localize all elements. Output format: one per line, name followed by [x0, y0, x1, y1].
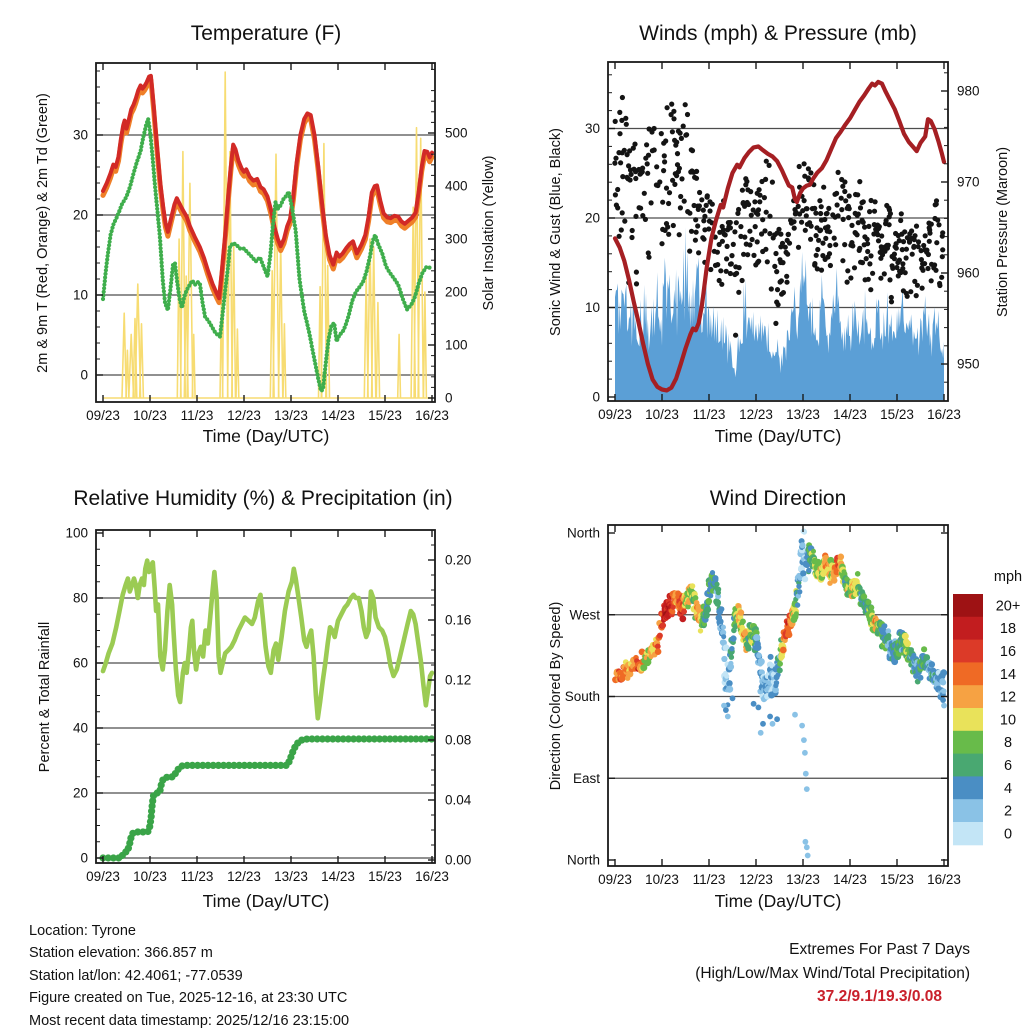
- svg-text:North: North: [566, 525, 600, 541]
- svg-text:200: 200: [445, 284, 468, 300]
- svg-text:South: South: [564, 689, 600, 704]
- svg-text:10: 10: [999, 712, 1017, 729]
- recent-timestamp-line: Most recent data timestamp: 2025/12/16 23:15:00: [29, 1012, 350, 1029]
- svg-text:12/23: 12/23: [227, 869, 261, 884]
- svg-text:4: 4: [1003, 780, 1013, 797]
- svg-text:14/23: 14/23: [833, 407, 867, 422]
- wind-direction-axis-label: Direction (Colored By Speed): [548, 601, 564, 791]
- svg-text:11/23: 11/23: [692, 407, 726, 422]
- svg-text:980: 980: [957, 83, 980, 99]
- svg-text:30: 30: [72, 127, 88, 143]
- svg-text:14/23: 14/23: [833, 872, 867, 887]
- svg-text:10/23: 10/23: [645, 407, 679, 422]
- svg-text:15/23: 15/23: [880, 872, 914, 887]
- svg-text:20: 20: [72, 785, 88, 801]
- svg-text:09/23: 09/23: [598, 872, 632, 887]
- figure-created-line: Figure created on Tue, 2025-12-16, at 23:30 UTC: [29, 990, 348, 1007]
- svg-text:950: 950: [957, 356, 980, 372]
- colorbar-unit-label: mph: [993, 569, 1023, 585]
- svg-text:16/23: 16/23: [415, 869, 449, 884]
- svg-text:0.20: 0.20: [445, 552, 472, 568]
- svg-text:16/23: 16/23: [927, 872, 961, 887]
- svg-text:13/23: 13/23: [786, 872, 820, 887]
- winds-left-axis-label: Sonic Wind & Gust (Blue, Black): [548, 128, 564, 336]
- svg-text:10/23: 10/23: [133, 408, 167, 423]
- extremes-block: [695, 938, 970, 1009]
- svg-text:0: 0: [445, 390, 453, 406]
- station-location: Location: Tyrone: [29, 923, 136, 939]
- winds-panel-title: Winds (mph) & Pressure (mb): [639, 22, 917, 45]
- svg-text:10: 10: [72, 287, 88, 303]
- extremes-title: Extremes For Past 7 Days: [789, 941, 970, 958]
- svg-text:0.04: 0.04: [445, 792, 472, 808]
- svg-text:20+: 20+: [995, 598, 1021, 615]
- svg-text:16/23: 16/23: [927, 407, 961, 422]
- temperature-x-axis-label: Time (Day/UTC): [202, 426, 330, 446]
- humidity-x-axis-label: Time (Day/UTC): [202, 891, 330, 911]
- winds-right-axis-label: Station Pressure (Maroon): [995, 146, 1011, 318]
- svg-text:10/23: 10/23: [645, 872, 679, 887]
- humidity-series: [99, 561, 435, 862]
- svg-text:14/23: 14/23: [321, 408, 355, 423]
- svg-text:15/23: 15/23: [368, 408, 402, 423]
- svg-text:13/23: 13/23: [786, 407, 820, 422]
- temperature-series: [101, 72, 432, 398]
- humidity-left-axis-label: Percent & Total Rainfall: [37, 621, 53, 773]
- svg-text:30: 30: [584, 121, 600, 136]
- svg-text:0: 0: [1003, 826, 1013, 843]
- svg-text:0.00: 0.00: [445, 852, 472, 868]
- svg-text:8: 8: [1003, 735, 1013, 752]
- svg-text:14: 14: [999, 666, 1017, 683]
- temperature-panel-title: Temperature (F): [190, 22, 342, 45]
- svg-text:0.12: 0.12: [445, 672, 472, 688]
- svg-text:16: 16: [999, 644, 1017, 660]
- wind-direction-x-axis-label: Time (Day/UTC): [714, 891, 842, 911]
- speed-colorbar: [953, 594, 983, 845]
- svg-text:20: 20: [584, 210, 600, 226]
- svg-text:10/23: 10/23: [133, 869, 167, 884]
- svg-text:0: 0: [592, 389, 600, 405]
- extremes-values: 37.2/9.1/19.3/0.08: [817, 988, 942, 1005]
- station-latlon: Station lat/lon: 42.4061; -77.0539: [29, 967, 243, 984]
- svg-text:11/23: 11/23: [180, 869, 214, 884]
- svg-text:500: 500: [445, 125, 468, 141]
- svg-text:12/23: 12/23: [739, 872, 773, 887]
- svg-text:0: 0: [80, 850, 88, 866]
- svg-text:14/23: 14/23: [321, 869, 355, 884]
- svg-text:North: North: [566, 852, 600, 868]
- svg-text:11/23: 11/23: [180, 408, 214, 423]
- wind-direction-scatter: [612, 528, 947, 858]
- svg-text:09/23: 09/23: [86, 408, 120, 423]
- svg-text:100: 100: [65, 525, 88, 541]
- svg-text:0.16: 0.16: [445, 612, 472, 628]
- winds-x-axis-label: Time (Day/UTC): [714, 426, 842, 446]
- svg-text:970: 970: [957, 174, 980, 190]
- svg-text:11/23: 11/23: [692, 872, 726, 887]
- svg-text:12/23: 12/23: [739, 407, 773, 422]
- extremes-subtitle: (High/Low/Max Wind/Total Precipitation): [695, 964, 970, 982]
- svg-text:100: 100: [445, 337, 468, 353]
- svg-text:15/23: 15/23: [368, 869, 402, 884]
- svg-text:East: East: [572, 770, 600, 786]
- svg-text:West: West: [569, 607, 600, 623]
- svg-text:300: 300: [445, 231, 468, 247]
- svg-text:60: 60: [72, 655, 88, 671]
- svg-text:09/23: 09/23: [86, 869, 120, 884]
- temperature-left-axis-label: 2m & 9m T (Red, Orange) & 2m Td (Green): [35, 93, 51, 373]
- station-info-block: [29, 920, 349, 1032]
- svg-text:12: 12: [999, 689, 1017, 706]
- temperature-right-axis-label: Solar Insolation (Yellow): [481, 155, 497, 311]
- svg-text:12/23: 12/23: [227, 408, 261, 423]
- svg-text:20: 20: [72, 207, 88, 223]
- svg-text:13/23: 13/23: [274, 408, 308, 423]
- svg-text:80: 80: [72, 590, 88, 606]
- svg-text:960: 960: [957, 265, 980, 281]
- station-elevation: Station elevation: 366.857 m: [29, 945, 213, 962]
- svg-text:16/23: 16/23: [415, 408, 449, 423]
- svg-text:0: 0: [80, 367, 88, 383]
- svg-text:09/23: 09/23: [598, 407, 632, 422]
- svg-text:13/23: 13/23: [274, 869, 308, 884]
- svg-text:6: 6: [1003, 758, 1013, 774]
- humidity-panel-title: Relative Humidity (%) & Precipitation (in): [73, 487, 453, 510]
- svg-text:400: 400: [445, 178, 468, 194]
- svg-text:15/23: 15/23: [880, 407, 914, 422]
- winds-series: [612, 82, 945, 400]
- svg-text:10: 10: [584, 300, 600, 315]
- svg-text:2: 2: [1003, 803, 1013, 820]
- wind-direction-panel-title: Wind Direction: [709, 487, 847, 510]
- svg-text:40: 40: [72, 720, 88, 736]
- svg-text:18: 18: [999, 621, 1017, 638]
- svg-text:0.08: 0.08: [445, 732, 472, 748]
